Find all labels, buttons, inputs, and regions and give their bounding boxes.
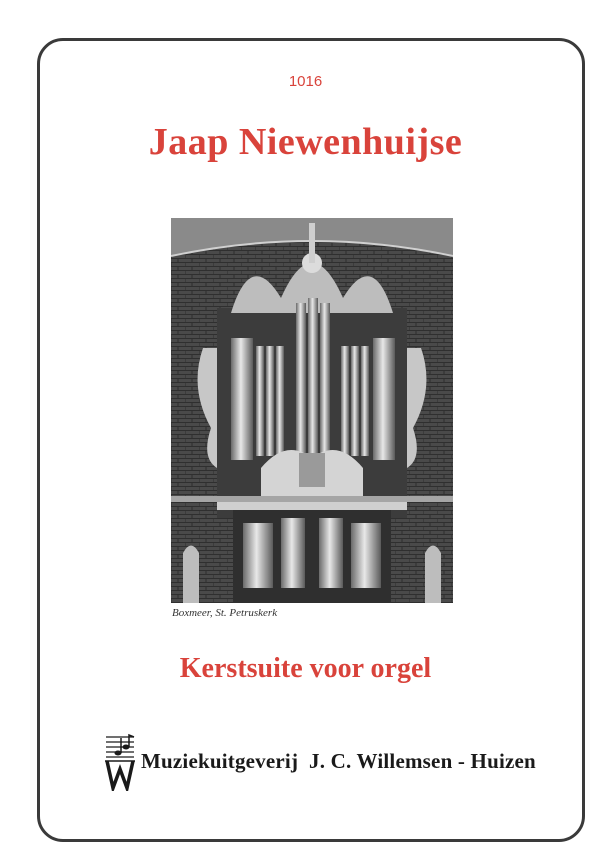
composer-name: Jaap Niewenhuijse	[148, 121, 463, 163]
music-staff-w-logo-icon	[104, 733, 136, 791]
photo-caption: Boxmeer, St. Petruskerk	[172, 607, 278, 619]
work-title: Kerstsuite voor orgel	[179, 653, 432, 684]
publisher-name: Muziekuitgeverij J. C. Willemsen - Huizen	[141, 749, 536, 773]
catalog-number: 1016	[288, 73, 323, 90]
organ-photo	[171, 218, 453, 603]
